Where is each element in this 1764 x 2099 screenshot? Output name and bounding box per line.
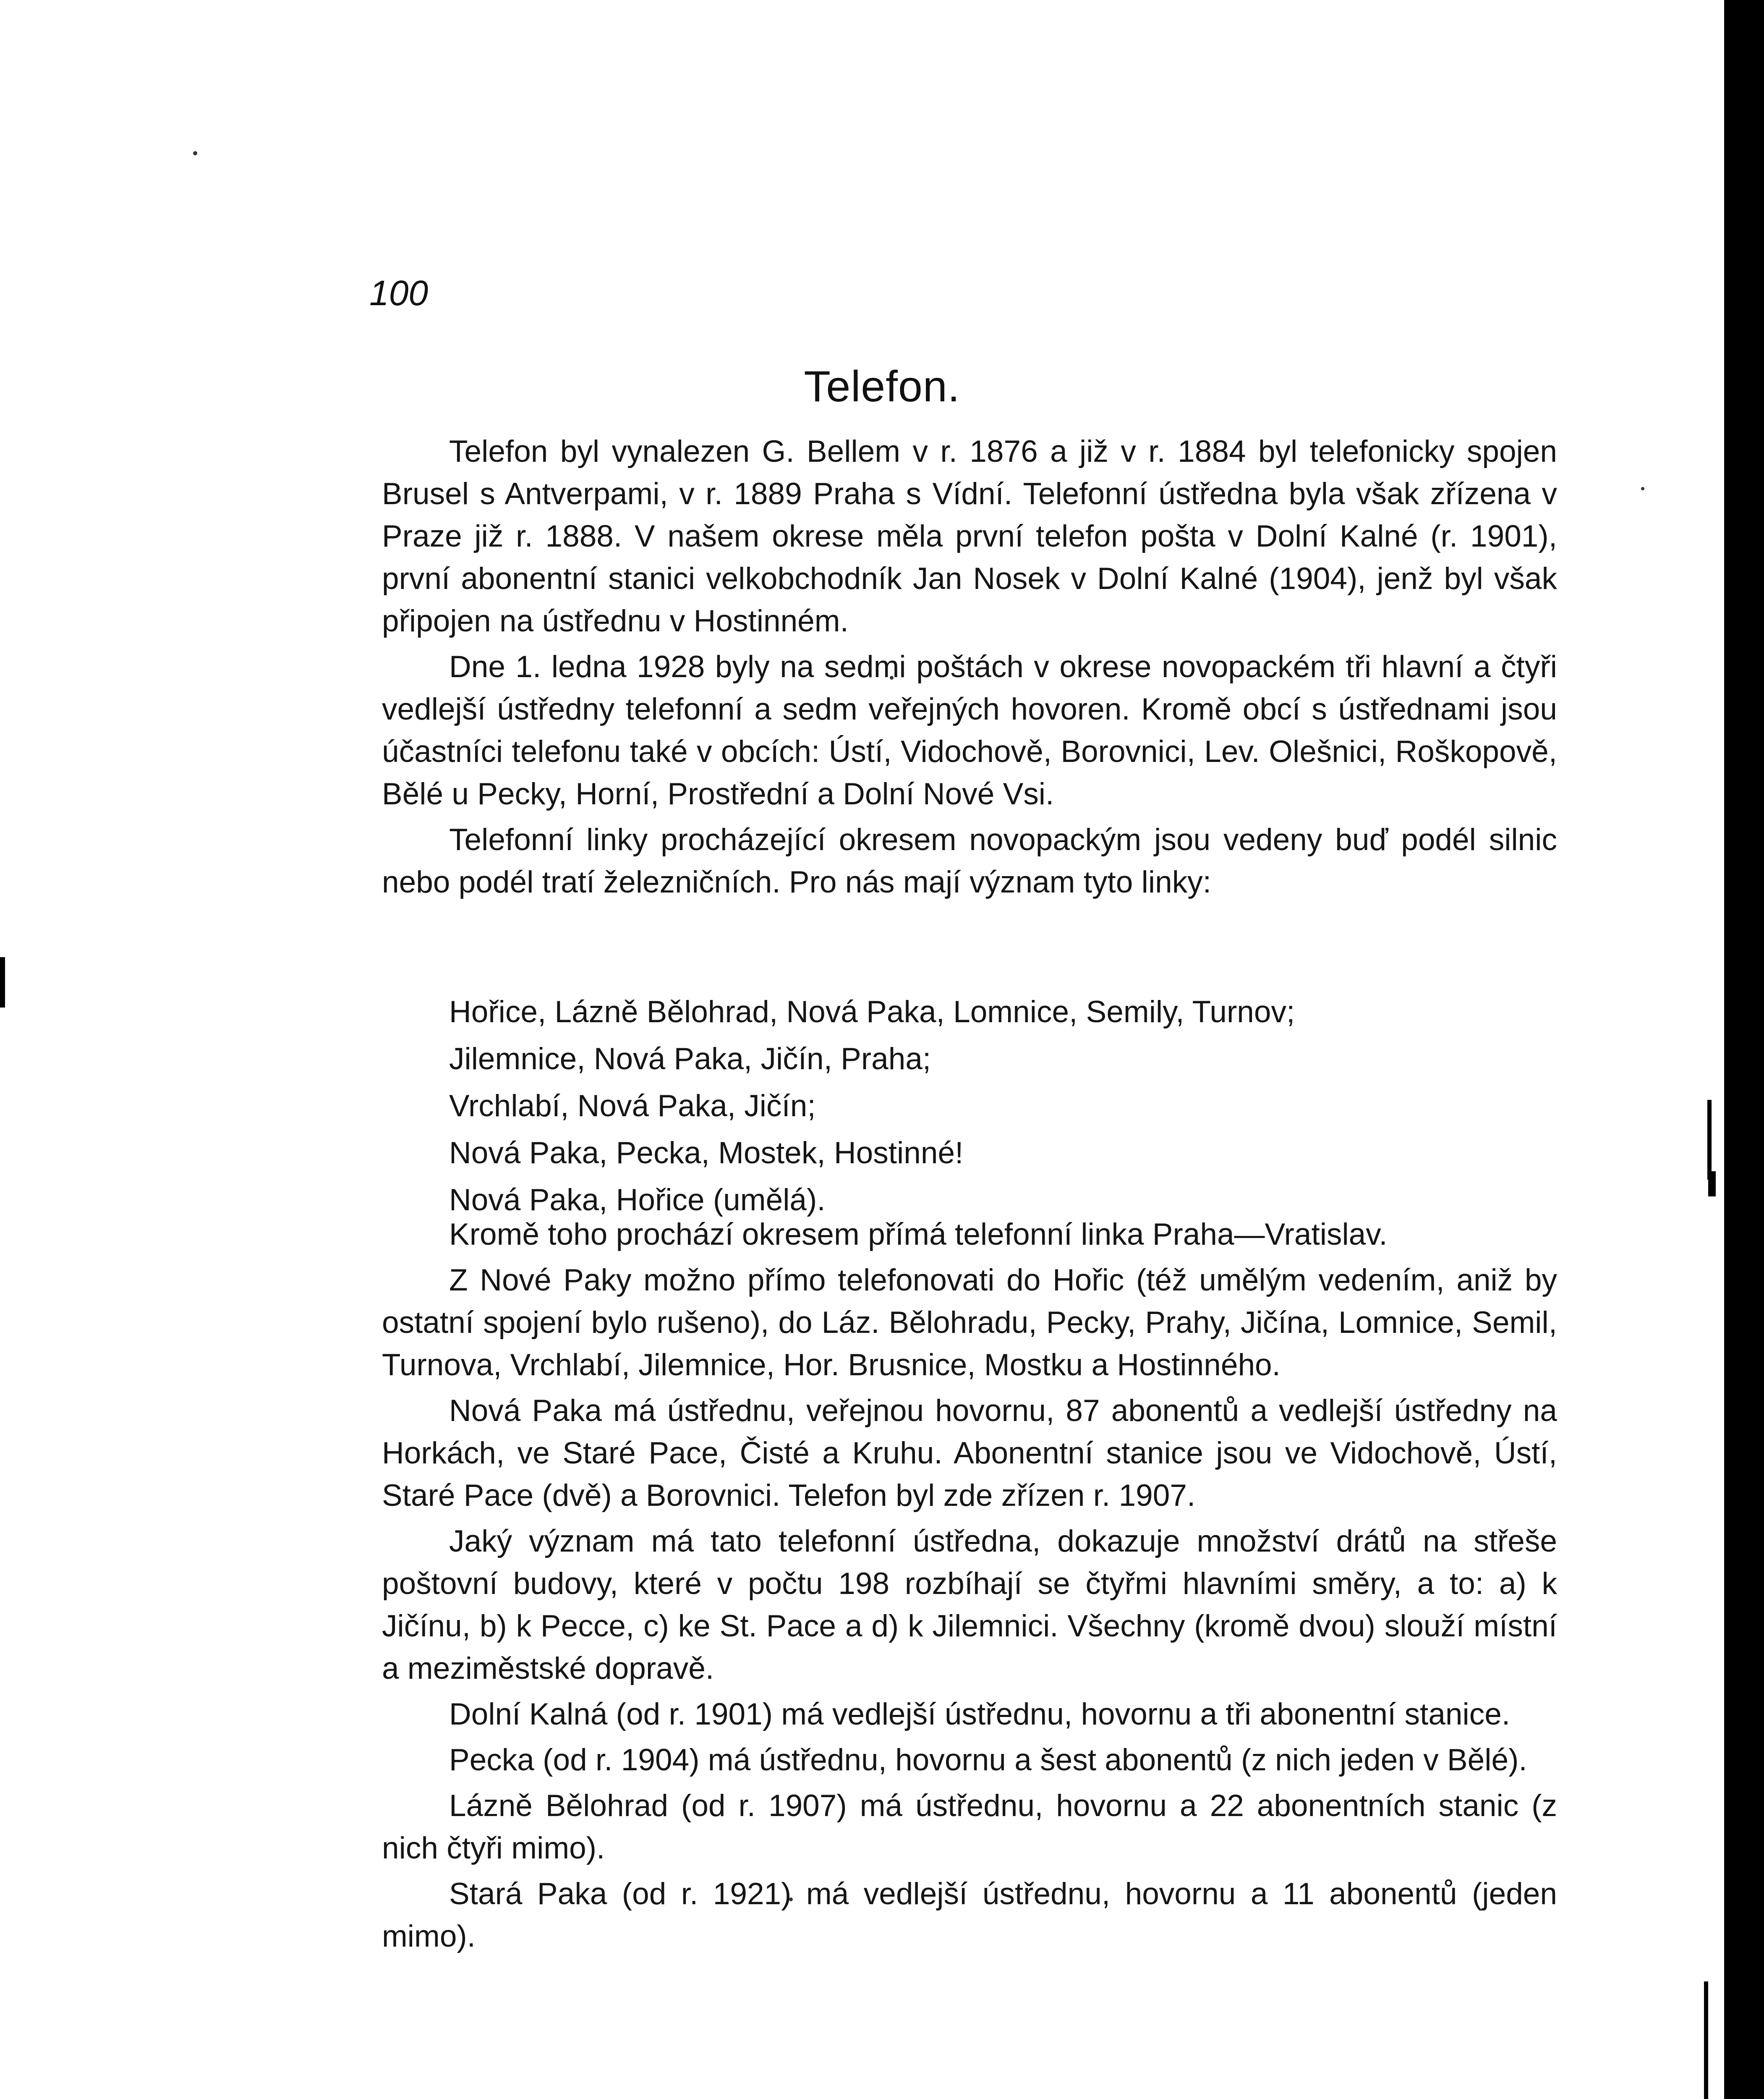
list-item: Nová Paka, Pecka, Mostek, Hostinné! (449, 1136, 964, 1170)
paragraph: Dolní Kalná (od r. 1901) má vedlejší ústřednu, hovornu a tři abonentní stanice. (449, 1697, 1511, 1731)
body-text-top (382, 430, 1557, 907)
scan-mark (1707, 1100, 1712, 1180)
list-item: Vrchlabí, Nová Paka, Jičín; (449, 1089, 816, 1123)
paragraph: Telefonní linky procházející okresem novopackým jsou vedeny buď podél silnic nebo podél tratí železničních. Pro nás mají význam tyto linky: (382, 823, 1557, 899)
paragraph: Kromě toho prochází okresem přímá telefonní linka Praha—Vratislav. (449, 1217, 1388, 1251)
page-title: Telefon. (804, 362, 960, 411)
paragraph: Lázně Bělohrad (od r. 1907) má ústřednu, hovornu a 22 abonentních stanic (z nich čtyři mimo). (382, 1789, 1557, 1865)
paragraph: Dne 1. ledna 1928 byly na sedmi poštách v okrese novopackém tři hlavní a čtyři vedlejší ústředny telefonní a sedm veřejných hovoren. Kromě obcí s ústřednami jsou účastníci telefonu také v obcích: Ústí, Vidochově, Borovnici, Lev. Olešnici, Roškopově, Bělé u Pecky, Horní, Prostřední a Dolní Nové Vsi. (382, 650, 1557, 811)
body-text-bottom (382, 1213, 1557, 1961)
paragraph: Telefon byl vynalezen G. Bellem v r. 1876 a již v r. 1884 byl telefonicky spojen Brusel s Antverpami, v r. 1889 Praha s Vídní. Telefonní ústředna byla však zřízena v Praze již r. 1888. V našem okrese měla první telefon pošta v Dolní Kalné (r. 1901), první abonentní stanici velkobchodník Jan Nosek v Dolní Kalné (1904), jenž byl však připojen na ústřednu v Hostinném. (382, 434, 1557, 638)
scan-border-right (1724, 0, 1764, 2099)
scan-mark (1708, 1171, 1716, 1196)
scan-speck (1641, 487, 1644, 490)
scan-mark (1704, 1981, 1708, 2099)
paragraph: Jaký význam má tato telefonní ústředna, dokazuje množství drátů na střeše poštovní budovy, které v počtu 198 rozbíhají se čtyřmi hlavními směry, a to: a) k Jičínu, b) k Pecce, c) ke St. Pace a d) k Jilemnici. Všechny (kromě dvou) slouží místní a meziměstské dopravě. (382, 1524, 1557, 1685)
lines-list (382, 989, 1557, 1224)
paragraph: Z Nové Paky možno přímo telefonovati do Hořic (též umělým vedením, aniž by ostatní spojení bylo rušeno), do Láz. Bělohradu, Pecky, Prahy, Jičína, Lomnice, Semil, Turnova, Vrchlabí, Jilemnice, Hor. Brusnice, Mostku a Hostinného. (382, 1263, 1557, 1382)
scan-speck (193, 151, 197, 155)
paragraph: Stará Paka (od r. 1921) má vedlejší ústřednu, hovornu a 11 abonentů (jeden mimo). (382, 1877, 1557, 1953)
page-number: 100 (369, 273, 429, 313)
list-item: Nová Paka, Hořice (umělá). (449, 1183, 826, 1217)
paragraph: Nová Paka má ústřednu, veřejnou hovornu, 87 abonentů a vedlejší ústředny na Horkách, ve Staré Pace, Čisté a Kruhu. Abonentní stanice jsou ve Vidochově, Ústí, Staré Pace (dvě) a Borovnici. Telefon byl zde zřízen r. 1907. (382, 1394, 1557, 1513)
paragraph: Pecka (od r. 1904) má ústřednu, hovornu a šest abonentů (z nich jeden v Bělé). (449, 1743, 1527, 1777)
list-item: Jilemnice, Nová Paka, Jičín, Praha; (449, 1042, 931, 1076)
list-item: Hořice, Lázně Bělohrad, Nová Paka, Lomnice, Semily, Turnov; (449, 995, 1295, 1029)
scan-mark (0, 957, 5, 1008)
